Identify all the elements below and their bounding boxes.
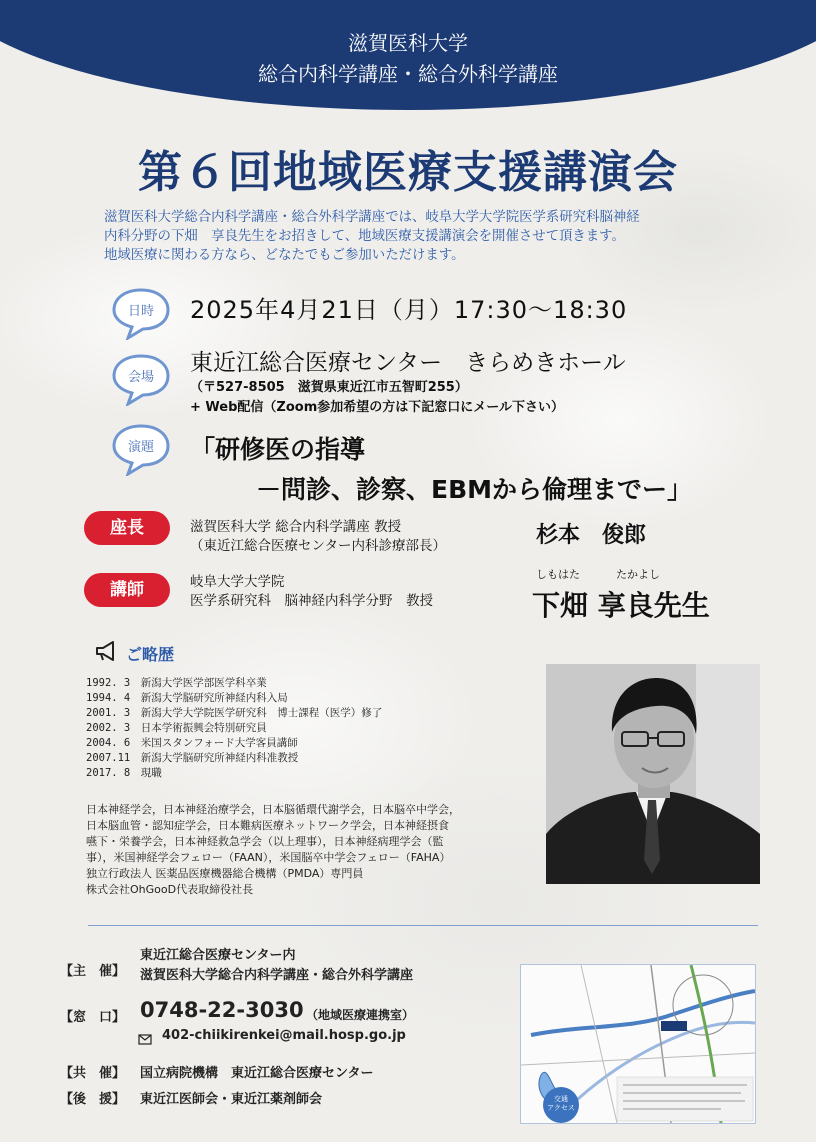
speaker-ruby-1: しもはた (536, 568, 580, 581)
mail-icon (138, 1030, 152, 1049)
contact-email[interactable]: 402-chiikirenkei@mail.hosp.go.jp (162, 1028, 406, 1043)
organizer-line-1: 東近江総合医療センター内 (140, 948, 296, 963)
speaker-name: 下畑 享良先生 (532, 589, 710, 622)
topic-line-1: 「研修医の指導 (190, 435, 366, 464)
bio-history-list (86, 676, 382, 781)
society-line: 株式会社OhGooD代表取締役社長 (86, 883, 254, 896)
megaphone-icon (94, 640, 120, 666)
venue-label: 会場 (127, 370, 154, 385)
speaker-photo (546, 664, 760, 884)
header-text (0, 28, 816, 90)
speaker-affiliation (190, 573, 433, 611)
contact-department: （地域医療連携室） (306, 1008, 415, 1022)
organizer-value (140, 946, 413, 986)
bio-heading: ご略歴 (126, 645, 175, 664)
intro-line-2: 内科分野の下畑 享良先生をお招きして、地域医療支援講演会を開催させて頂きます。 (104, 229, 625, 244)
event-datetime: 2025年4月21日（月）17:30～18:30 (190, 296, 628, 324)
history-item: 2017. 8 現職 (86, 767, 162, 779)
map-access-label-1: 交通 (554, 1095, 568, 1103)
venue-name: 東近江総合医療センター きらめきホール (190, 350, 626, 376)
cosponsor-label: 【共 催】 (60, 1066, 126, 1081)
venue-bubble (110, 352, 172, 406)
history-item: 2001. 3 新潟大学大学院医学研究科 博士課程（医学）修了 (86, 707, 383, 719)
datetime-bubble (110, 286, 172, 340)
access-map (520, 964, 756, 1124)
intro-line-1: 滋賀医科大学総合内科学講座・総合外科学講座では、岐阜大学大学院医学系研究科脳神経 (104, 210, 640, 225)
support-label: 【後 援】 (60, 1092, 126, 1107)
chair-badge: 座長 (84, 511, 170, 545)
contact-label: 【窓 口】 (60, 1010, 126, 1025)
speaker-affiliation-2: 医学系研究科 脳神経内科学分野 教授 (190, 593, 433, 609)
contact-phone[interactable]: 0748-22-3030 (140, 998, 304, 1022)
speaker-badge: 講師 (84, 573, 170, 607)
history-item: 1994. 4 新潟大学脳研究所神経内科入局 (86, 692, 288, 704)
topic-label: 演題 (127, 440, 154, 455)
map-access-label (545, 1095, 577, 1113)
topic-line-2: －問診、診察、EBMから倫理までー」 (256, 475, 693, 504)
chair-affiliation-1: 滋賀医科大学 総合内科学講座 教授 (190, 519, 402, 535)
society-line: 事），米国神経学会フェロー（FAAN），米国脳卒中学会フェロー（FAHA） (86, 851, 451, 864)
map-access-label-2: アクセス (547, 1104, 575, 1112)
cosponsor-value: 国立病院機構 東近江総合医療センター (140, 1066, 374, 1081)
history-item: 2007.11 新潟大学脳研究所神経内科准教授 (86, 752, 299, 764)
history-item: 2002. 3 日本学術振興会特別研究員 (86, 722, 267, 734)
history-item: 2004. 6 米国スタンフォード大学客員講師 (86, 737, 298, 749)
intro-text (104, 208, 764, 265)
support-value: 東近江医師会・東近江薬剤師会 (140, 1092, 323, 1107)
society-line: 日本脳血管・認知症学会，日本難病医療ネットワーク学会，日本神経摂食 (86, 819, 449, 832)
speaker-ruby-2: たかよし (616, 568, 660, 581)
organizer-label: 【主 催】 (60, 964, 126, 979)
chair-affiliation-2: （東近江総合医療センター内科診療部長） (190, 538, 446, 554)
chair-name: 杉本 俊郎 (536, 523, 647, 548)
section-divider (88, 925, 758, 926)
society-line: 独立行政法人 医薬品医療機器総合機構（PMDA）専門員 (86, 867, 364, 880)
header-university: 滋賀医科大学 (348, 31, 468, 55)
society-line: 日本神経学会，日本神経治療学会，日本脳循環代謝学会，日本脳卒中学会， (86, 803, 460, 816)
header-departments: 総合内科学講座・総合外科学講座 (258, 62, 558, 86)
web-broadcast-note: + Web配信（Zoom参加希望の方は下記窓口にメール下さい） (190, 400, 564, 415)
portrait-image (546, 664, 760, 884)
venue-address: （〒527-8505 滋賀県東近江市五智町255） (190, 380, 468, 395)
organizer-line-2: 滋賀医科大学総合内科学講座・総合外科学講座 (140, 968, 414, 983)
bio-societies-list (86, 802, 542, 898)
datetime-label: 日時 (127, 304, 154, 319)
chair-affiliation (190, 518, 446, 556)
history-item: 1992. 3 新潟大学医学部医学科卒業 (86, 677, 267, 689)
society-line: 嚥下・栄養学会，日本神経救急学会（以上理事），日本神経病理学会（監 (86, 835, 444, 848)
speaker-affiliation-1: 岐阜大学大学院 (190, 574, 285, 590)
intro-line-3: 地域医療に関わる方なら、どなたでもご参加いただけます。 (104, 248, 465, 263)
topic-bubble (110, 422, 172, 476)
page-title: 第６回地域医療支援講演会 (138, 147, 678, 198)
